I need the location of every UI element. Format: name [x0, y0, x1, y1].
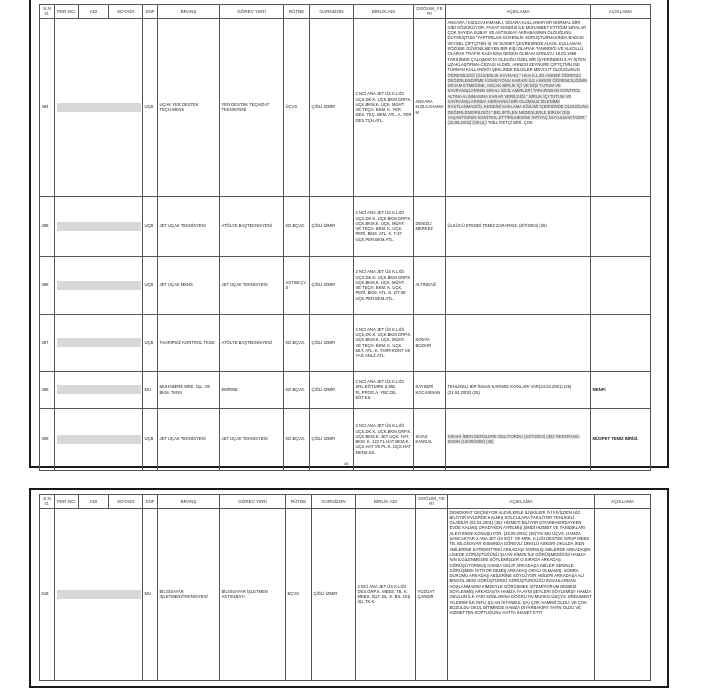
cell-aciklama-2 — [591, 196, 651, 256]
cell-brans: MUHABERE MRK. İŞL. VE BKM. TKNS — [158, 371, 220, 408]
redaction-bar — [57, 222, 141, 231]
cell-snf: UÇB — [143, 18, 158, 196]
cell-aciklama-2 — [591, 256, 651, 314]
cell-birlik-adi: 2 NCİ ANA JET ÜS K.LIĞI UÇS.DK.K. UÇK.BKM.GRP.K. UÇK.BKM.K. UÇK. MÜHT. VE TEÇH. BKM. K. UÇK. PERİ. BKM. ATL. K. T-37 UÇK.PER.BKM.ATL. — [354, 196, 414, 256]
cell-snf: MU — [143, 371, 158, 408]
table-row — [40, 314, 651, 371]
cell-garnizon: ÇİĞLİ-İZMİR — [310, 196, 354, 256]
cell-gorev-yeri: BİLGİSAYAR İŞLETMEN ASTSUBAYI — [220, 508, 286, 680]
cell-brans: BİLGİSAYAR İŞLETMENİ/TEKNİSYENİ — [158, 508, 220, 680]
cell-sno: 495 — [40, 196, 55, 256]
table-row — [40, 18, 651, 196]
col-birlik-adi: BİRLİK ADI — [354, 5, 414, 19]
table-row — [40, 371, 651, 408]
cell-aciklama — [446, 371, 591, 408]
highlighted-note: ÖĞRENİLDİĞİ (GÜVENLİK KAYNAK)." HV.K.K.LIĞI ASKERİ ÖĞRENCİ DEĞERLENDİRME KOMİSYONU KARARI İLE ASKERİ ÖĞRENCİLİĞİNİN DEVAM ETMESİNE, ANCAK BİRLİK İÇİ VE DIŞI TUTUM VE DAVRANIŞLARININ SIRALI SİCİL AMİRLERİ TARAFINDAN KONTROL ALTINA ALINMASINA KARAR VERİLDİĞİ." BİRLİK İÇİ TUTUM VE DAVRANIŞLARINDA HERHANGİ BİR OLUMSUZ İZLENİME RASTLANMADIĞI, KENDİNİ SAKLAMA EĞİLİMİ İÇERİSİNDE OLDUĞUNU DEĞERLENDİRİLDİĞİ." BELİRTİLEN NEDENLERLE BİRLİK DIŞI YAŞANTISININ KONTROL ETTİRİLMESİNE İHTİYAÇ DUYULMAKTADIR." (18.06.2002) (OKUL) — [447, 72, 589, 126]
cell-gorev-yeri: YER DESTEK TEÇHİZAT TEKNİSYENİ — [220, 18, 284, 196]
col-snf: SNF — [143, 5, 158, 19]
note-text: ÜLKÜCÜ EFENDİ TEMİZ ZARARSIZ. (8/7/2004) (26) — [447, 223, 547, 229]
cell-garnizon: ÇİĞLİ-İZMİR — [310, 408, 354, 470]
cell-gorev-yeri: ATÖLYE BAŞTEKNİSYENİ — [220, 196, 284, 256]
col-garnizon: GARNİZON — [310, 5, 354, 19]
table-header-row — [40, 495, 651, 509]
cell-rutbe: KD.BÇVS. — [284, 371, 310, 408]
cell-aciklama — [446, 256, 591, 314]
cell-gorev-yeri: ATÖLYE BAŞTEKNİSYENİ — [220, 314, 284, 371]
cell-rutbe: ASTSB.ÇVS — [284, 256, 310, 314]
cell-brans: JET UÇAK MKNS — [158, 256, 220, 314]
cell-sno: 494 — [40, 18, 55, 196]
note-text: "MİLLİYETÇİ BİRİ. ÇOK — [487, 120, 533, 126]
redaction-bar — [57, 590, 141, 599]
note-text: TEHLİKELİ BİR İNSAN KARIMIZ AYAKLARI VAR(24.03.2001) (25) (21.04.2002) (25) — [447, 384, 572, 395]
document-page-2 — [29, 488, 669, 688]
cell-dogum-yeri: DENİZLİ MERKEZ — [414, 196, 446, 256]
cell-gorev-yeri: JET UÇAK TEKNİSYENİ — [220, 408, 284, 470]
redaction-bar — [57, 103, 141, 112]
cell-birlik-adi: 2 NCİ ANA JET ÜS K.LIĞI UÇS.DK.K. UÇK.BKM.GRP.K. UÇK.BKM.K. JET UÇK. HAT. BKM. K. 122 FL.HAT BKM.K. UÇS.HAT VE PL.K. UÇS.HAT MKNS.KS. — [354, 408, 414, 470]
cell-garnizon: ÇİĞLİ-İZMİR — [310, 256, 354, 314]
table-row — [40, 256, 651, 314]
col-brans: BRANŞ — [158, 5, 220, 19]
cell-garnizon: ÇİĞLİ-İZMİR — [310, 314, 354, 371]
cell-dogum-yeri: ANKARA KIZILCAHAMAM — [414, 18, 446, 196]
redacted-name-cell — [55, 256, 143, 314]
col-rutbe: RÜTBE — [284, 5, 310, 19]
cell-brans: JET UÇAK TEKNİSYENİ — [158, 196, 220, 256]
col-aciklama-2: AÇIKLAMA — [595, 495, 651, 509]
document-page-1 — [29, 0, 669, 468]
cell-sno: 497 — [40, 314, 55, 371]
col-brans: BRANŞ — [158, 495, 220, 509]
cell-snf: UÇB — [143, 196, 158, 256]
cell-dogum-yeri: SİVAS KANGAL — [414, 408, 446, 470]
col-aciklama: AÇIKLAMA — [446, 5, 591, 19]
redaction-bar — [57, 385, 141, 394]
redacted-name-cell — [55, 18, 143, 196]
col-soyadi: SOYADI — [109, 495, 143, 509]
cell-rutbe: KD.BÇVS. — [284, 408, 310, 470]
table-row — [40, 196, 651, 256]
cell-aciklama-2: MENFİ — [591, 371, 651, 408]
col-gorev-yeri: GÖREV YERİ — [220, 495, 286, 509]
cell-birlik-adi: 2 NCİ ANA JET ÜS K.LIĞI UÇS.DK.K. UÇK.BKM.GRP.K. UÇK.BKM.K. UÇK. MÜHT. VE TEÇH. BKM. K. UÇK. PERİ. BKM. ATL. K. 2/T-38 UÇK.PER.BKM.ATL. — [354, 256, 414, 314]
cell-rutbe: KD.BÇVS. — [284, 196, 310, 256]
cell-aciklama — [446, 408, 591, 470]
cell-sno: 496 — [40, 256, 55, 314]
cell-dogum-yeri: YOZGAT ÇANDIR — [416, 508, 448, 680]
cell-sno: 619 — [40, 508, 55, 680]
cell-brans: JET UÇAK TEKNİSYENİ — [158, 408, 220, 470]
note-text: ANKARA / KIZILCAHAMAMLI, SİGARA KULLANMIYOR NORMAL BİRİ GİBİ GÖZÜKÜYOR. FAKAT KENDİSİ İLE MUHABBET ETTİĞİM SIRALAR ÇOK SAYIDA SUBAY VE ASTSUBAY AKRABASININ OLDUĞUNU DUYMUŞTUM."YAPTIRILAN GÜVENLİK SORUŞTURMASINDA BABASI VEYSEL ÇİFTÇİ'NİN İŞ VE İKAMET ÇEVRESİNDE ALKOL KULLANAN, SÖZÜNE GÜVENİLMEYEN BİR KİŞİ OLARAK TANINDIĞI VE ALKOLLÜ OLARAK TRAFİK KAZASINA NEDEN OLMASI SONUCU 18.03.1998 TARİHİNDE ÇALIŞMAKTA OLDUĞU ÖZEL BİR İŞYERİNDEN 3 AY İŞTEN UZAKLAŞTIRMA CEZASI ALDIĞI, ANNESİ ZEYNURE ÇİFTÇİ'NİN İSE TÜRBAN KULLANDIĞI ŞEKLİNDE BİLGİLER MEVCUT OLDUĞUNUN — [447, 19, 587, 73]
cell-sno: 499 — [40, 408, 55, 470]
cell-snf: UÇB — [143, 408, 158, 470]
cell-sno: 498 — [40, 371, 55, 408]
col-sno: S.NO. — [40, 495, 55, 509]
col-garnizon: GARNİZON — [312, 495, 356, 509]
col-dogum-yeri: DOĞUM_YERİ — [416, 495, 448, 509]
cell-garnizon: ÇİĞLİ-İZMİR — [310, 371, 354, 408]
col-aciklama-2: AÇIKLAMA — [591, 5, 651, 19]
table-row — [40, 508, 651, 680]
cell-garnizon: ÇİĞLİ-İZMİR — [310, 18, 354, 196]
redacted-name-cell — [55, 408, 143, 470]
cell-dogum-yeri: KONYA BOZKIR — [414, 314, 446, 371]
cell-snf: UÇB — [143, 314, 158, 371]
col-birlik-adi: BİRLİK ADI — [356, 495, 416, 509]
redaction-bar — [57, 338, 141, 347]
col-dogum-yeri: DOĞUM_YERİ — [414, 5, 446, 19]
cell-gorev-yeri: JET UÇAK TEKNİSYENİ — [220, 256, 284, 314]
cell-birlik-adi: 2 NCİ ANA JET ÜS K.LIĞI DES.GRP.K. MEBS. TB. K. MEBS. İŞLT. BL. K. BİL. DIŞ İŞL.TK.K. — [356, 508, 416, 680]
highlighted-note: NİKAHI İMEN DERSLERE GELİYORDU (10/7/2004) (35)' REFERANS: EMON (10/09/2008) (35) — [447, 433, 580, 445]
cell-brans: TAHRİPSİZ KONTROL TKNS — [158, 314, 220, 371]
col-gorev-yeri: GÖREV YERİ — [220, 5, 284, 19]
redaction-bar — [57, 435, 141, 444]
cell-snf: MU — [143, 508, 158, 680]
col-snf: SNF — [143, 495, 158, 509]
redacted-name-cell — [55, 371, 143, 408]
redacted-name-cell — [55, 508, 143, 680]
cell-aciklama — [446, 196, 591, 256]
cell-aciklama-2 — [591, 18, 651, 196]
cell-aciklama — [446, 18, 591, 196]
col-per-no: PER.NO. — [55, 495, 79, 509]
redacted-name-cell — [55, 196, 143, 256]
cell-rutbe: BÇVS — [286, 508, 312, 680]
cell-garnizon: ÇİĞLİ-İZMİR — [312, 508, 356, 680]
cell-dogum-yeri: KAYSERİ KOCASİNAN — [414, 371, 446, 408]
cell-snf: UÇB — [143, 256, 158, 314]
cell-gorev-yeri: EMİRNE — [220, 371, 284, 408]
note-text: DEMOKRAT GEÇİNİYOR ALEVİLERLE İLİŞKİLERİ İYİ SİVİLDEN HİZ. BİLİYOR EVLERDE KALMIŞ SOLCULARA TAKILIYOR TEHLİKELİ OLABİLİR (04.03.2001) (35)' HİZMETİ BİLİYOR DİYARBAKIRDAYKEN EVDE KALMIŞ ORADYKEN AYRILMIŞ ŞİMDİ HİZMET VE TANIDIKLARI ALEYHİNDE KONUŞUYOR. (26.09.2001) (35)"HV MU ÜÇVS. HAMZA SANCAKTAR 2 ANA JET ÜS EĞT. VE MRK. K.LIĞI DESTEK GRUP MEBS TB. BİLGİSAYAR KISMINDA GÖREVLİ 1994'LÜ ASKERİ OKULDA İKEN ABİLERİNE SATİKENTTEKİ ARKADAŞI SORMUŞ ABİLERDE ARKADAŞIN LİSEDE GÖRÜŞTÜĞÜNÜ ŞU AN KİMSE İLE GÖRÜŞMEDİĞİNİ HAMZA NIN İLGİLENMESİNİ SÖYLEMİŞLER O SIRADA ARKADAŞ GÖRÜŞÜYORMUŞ HAMZA GELİP ARKADAŞA ABİLER SENİNLE GÖRÜŞMEK İSTİYOR DEMİŞ ARKADAŞ ORALI OLMAMIŞ. SONRA DURUMU ARKADAŞ ABİLERİNE SÖYLÜYOR ABİLERİ ARKADAŞA ALİ BİNGÖL BENİ GÖRÜŞTÜRDÜ GÖRÜŞTÜRDÜĞÜ İNSANLARDAN HOŞLANMADIM KİMSEYLE GÖRÜŞMEK İSTEMİYORUM DEMESİ SÖYLENMİŞ ARKADAŞTA HAMZA YA AYNI ŞEYLERİ SÖYLEMİŞ!! HAMZA OKULUN İLK YARI SONLARINA DOĞRU HV.MUHKO.ÜSÇVS. ERDUMENT YILDIRIM İLE İNFLİ ŞU AN İSTANBUL DA) ÇOK SAMİMİ OLDU, VE ÇOK BOZULDU OKUL BİTİMİNDE HAMZA DİYARBAKIRA TAYİN OLDU VE HİZMETTEN KOPTUĞUNU HATTA İHANET ETTİ — [449, 509, 592, 616]
cell-aciklama — [448, 508, 595, 680]
cell-aciklama-2: MÜSPET TEMİZ BİRİSİ. — [591, 408, 651, 470]
col-rutbe: RÜTBE — [286, 495, 312, 509]
cell-rutbe: KD.BÇVS. — [284, 314, 310, 371]
col-aciklama: AÇIKLAMA — [448, 495, 595, 509]
redaction-bar — [57, 281, 141, 290]
redacted-name-cell — [55, 314, 143, 371]
cell-birlik-adi: 2 NCİ ANA JET ÜS K.LIĞI UÇS.DK.K. UÇK.BKM.GRP.K. UÇK.BKM.K. UÇK. MÜHT. VE TEÇH. BKM. K. YER DES. TEÇ. BKM. ATL. A. YER DES.TÇH.ATL. — [354, 18, 414, 196]
col-per-no: PER.NO. — [55, 5, 79, 19]
cell-dogum-yeri: ALTINDAĞ — [414, 256, 446, 314]
personnel-table-1 — [39, 4, 651, 471]
page-number: 45 — [344, 461, 349, 466]
cell-aciklama-2 — [595, 508, 651, 680]
col-adi: ADI — [79, 495, 109, 509]
cell-aciklama — [446, 314, 591, 371]
cell-rutbe: ÜÇVS — [284, 18, 310, 196]
cell-brans: UÇAK YER DESTEK TEÇH.MKNS — [158, 18, 220, 196]
col-soyadi: SOYADI — [109, 5, 143, 19]
cell-birlik-adi: 2 NCİ ANA JET ÜS K.LIĞI UÇS.DK.K. UÇK.BKM.GRP.K. UÇK.BKM.K. UÇK. MÜHT. VE TEÇH. BKM. K. UÇK. MLT. ATL. K. THRP.KONT VE YAĞ ANLZ.ATL. — [354, 314, 414, 371]
col-sno: S.NO. — [40, 5, 55, 19]
cell-aciklama-2 — [591, 314, 651, 371]
personnel-table-2 — [39, 494, 651, 681]
cell-birlik-adi: 2 NCİ ANA JET ÜS K.LIĞI SRL.EĞT.MRK.Ş.MD. PL.PROG.A. YBC.DİL EĞT.KS. — [354, 371, 414, 408]
table-header-row — [40, 5, 651, 19]
col-adi: ADI — [79, 5, 109, 19]
